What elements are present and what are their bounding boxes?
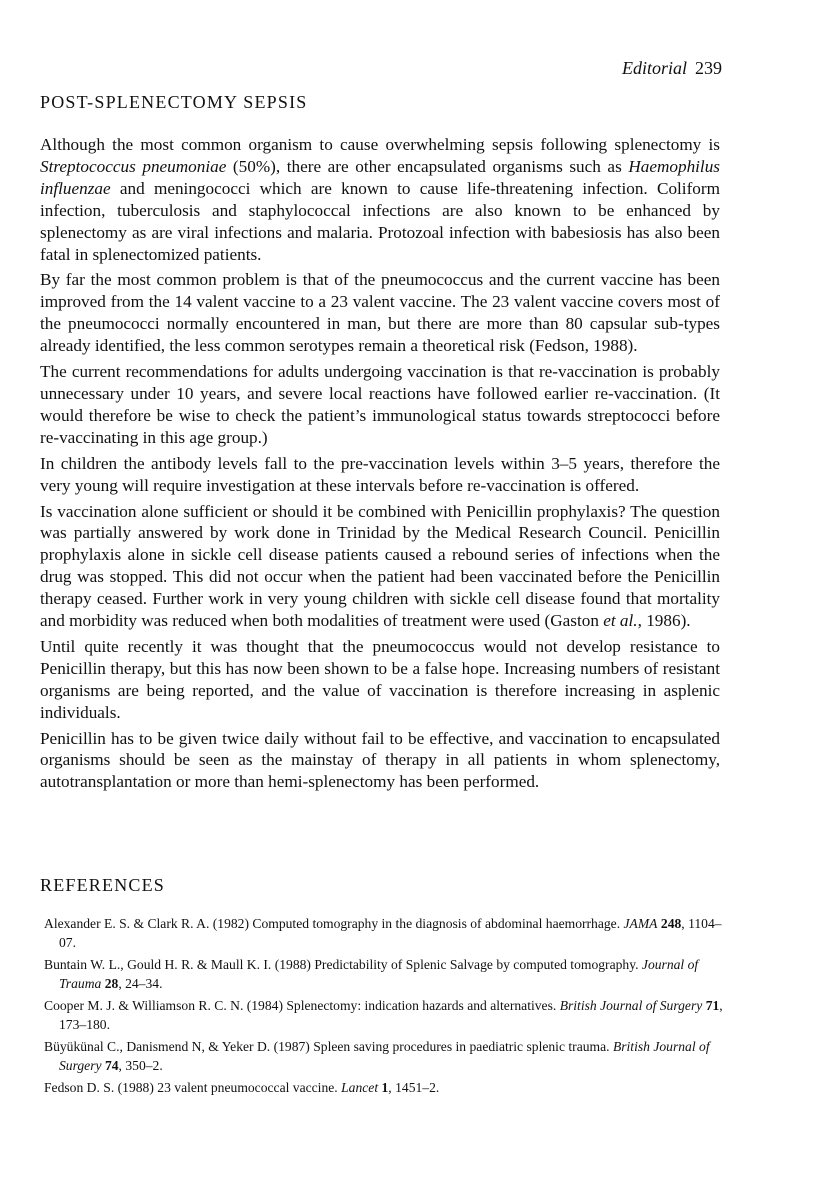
paragraph [40, 134, 720, 265]
paragraph [40, 269, 720, 357]
text-run: , 173–180. [59, 998, 723, 1032]
text-run: and meningococci which are known to cause life-threatening infection. Coliform infection, tuberculosis and staphylococcal infections are also known to be enhanced by splenectomy as are viral infections and malaria. Protozoal infection with babesiosis has also been fatal in splenectomized patients. [40, 178, 720, 264]
text-run: Büyükünal C., Danismend N, & Yeker D. (1987) Spleen saving procedures in paediatric splenic trauma. [44, 1039, 613, 1054]
italic-text: British Journal of Surgery [59, 1039, 710, 1073]
paragraph [40, 361, 720, 449]
reference-item [44, 1078, 724, 1097]
reference-item [44, 955, 724, 993]
reference-item [44, 996, 724, 1034]
text-run: (50%), there are other encapsulated organisms such as [226, 156, 629, 176]
text-run: Cooper M. J. & Williamson R. C. N. (1984) Splenectomy: indication hazards and alternatives. [44, 998, 560, 1013]
section-name: Editorial [621, 58, 687, 78]
reference-list [44, 914, 724, 1100]
text-run: Although the most common organism to cause overwhelming sepsis following splenectomy is [40, 135, 720, 154]
text-run: Until quite recently it was thought that the pneumococcus would not develop resistance to Penicillin therapy, but this has now been shown to be a false hope. Increasing numbers of resistant organisms are being reported, and the value of vaccination is therefore increasing in asplenic individuals. [40, 636, 720, 722]
paragraph [40, 728, 720, 794]
text-run: By far the most common problem is that of the pneumococcus and the current vaccine has been improved from the 14 valent vaccine to a 23 valent vaccine. The 23 valent vaccine covers most of the pneumococci normally encountered in man, but there are more than 80 capsular sub-types already identified, the less common serotypes remain a theoretical risk (Fedson, 1988). [40, 270, 720, 356]
text-run: , 1451–2. [388, 1080, 440, 1095]
text-run: , 1104–07. [59, 916, 722, 950]
page-number: 239 [695, 58, 722, 78]
italic-text: Streptococcus pneumoniae [40, 156, 227, 176]
paragraph [40, 501, 720, 632]
references-title: REFERENCES [40, 875, 166, 895]
text-run: , 1986). [637, 611, 691, 631]
bold-text: 74 [104, 1058, 119, 1073]
italic-text: et al. [603, 611, 638, 631]
bold-text: 28 [104, 976, 119, 991]
bold-text: 1 [381, 1080, 389, 1095]
italic-text: Haemophilus influenzae [40, 156, 720, 198]
running-header [622, 58, 722, 79]
text-run: Alexander E. S. & Clark R. A. (1982) Computed tomography in the diagnosis of abdominal haemorrhage. [44, 916, 624, 931]
text-run: The current recommendations for adults undergoing vaccination is that re-vaccination is probably unnecessary under 10 years, and severe local reactions have followed earlier re-vaccination. (It would therefore be wise to check the patient’s immunological status towards streptococci before re-vaccinating in this age group.) [40, 362, 720, 447]
reference-item [44, 914, 724, 952]
reference-item [44, 1037, 724, 1075]
italic-text: British Journal of Surgery [559, 998, 703, 1013]
text-run: Fedson D. S. (1988) 23 valent pneumococcal vaccine. [44, 1080, 342, 1095]
italic-text: JAMA [623, 916, 658, 931]
text-run: Penicillin has to be given twice daily without fail to be effective, and vaccination to encapsulated organisms should be seen as the mainstay of therapy in all patients in whom splenectomy, autotransplantation or more than hemi-splenectomy has been performed. [40, 728, 720, 792]
article-title: POST-SPLENECTOMY SEPSIS [40, 92, 308, 112]
text-run: , 350–2. [118, 1058, 163, 1073]
text-run: Is vaccination alone sufficient or should it be combined with Penicillin prophylaxis? The question was partially answered by work done in Trinidad by the Medical Research Council. Penicillin prophylaxis alone in sickle cell disease patients caused a rebound series of infections when the drug was stopped. This did not occur when the patient had been vaccinated before the Penicillin therapy ceased. Further work in very young children with sickle cell disease found that mortality and morbidity was reduced when both modalities of treatment were used (Gaston [40, 501, 720, 631]
italic-text: Lancet [341, 1080, 379, 1095]
italic-text: Journal of Trauma [59, 957, 699, 991]
text-run: In children the antibody levels fall to the pre-vaccination levels within 3–5 years, therefore the very young will require investigation at these intervals before re-vaccination is offered. [40, 453, 720, 495]
article-body [40, 134, 720, 793]
bold-text: 71 [705, 998, 720, 1013]
text-run: Buntain W. L., Gould H. R. & Maull K. I. (1988) Predictability of Splenic Salvage by computed tomography. [44, 957, 642, 972]
text-run: , 24–34. [118, 976, 163, 991]
paragraph [40, 453, 720, 497]
paragraph [40, 636, 720, 724]
bold-text: 248 [660, 916, 682, 931]
